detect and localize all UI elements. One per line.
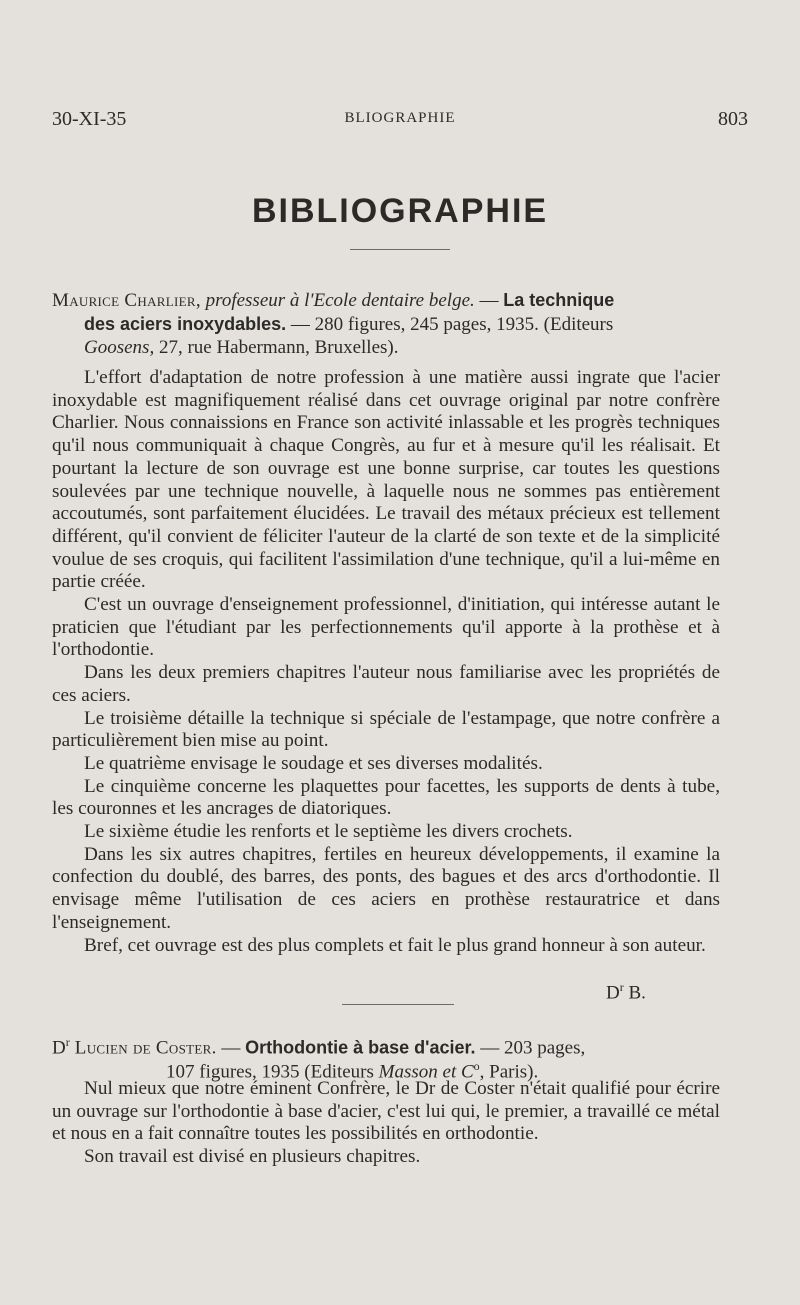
review1-heading-line2 <box>84 312 752 337</box>
review2-body <box>52 1078 720 1169</box>
review1-publisher: Goosens, <box>84 337 155 358</box>
review2-author-sup: r <box>65 1035 70 1049</box>
review1-paragraph: Le quatrième envisage le soudage et ses diverses modalités. <box>84 752 543 774</box>
review2-city: , Paris). <box>479 1061 539 1083</box>
review2-paragraph: Nul mieux que notre éminent Confrère, le Dr de Coster n'était qualifié pour écrire un ouvrage sur l'orthodontie à base d'acier, c'est lui qui, le premier, a travaillé ce métal et nous en a fait connaître toutes les possibilités en orthodontie. <box>52 1078 720 1145</box>
signature-prefix: D <box>606 982 620 1004</box>
review2-book-title: Orthodontie à base d'acier. <box>245 1037 476 1058</box>
review1-author-role: professeur à l'Ecole dentaire belge. <box>205 290 475 311</box>
review1-address: 27, rue Habermann, Bruxelles). <box>158 337 399 358</box>
review1-book-title-2: des aciers inoxydables. <box>84 314 287 334</box>
page-title: BIBLIOGRAPHIE <box>251 192 549 230</box>
review2-details: — 203 pages, <box>480 1037 586 1059</box>
review1-signature <box>606 980 646 1004</box>
review1-paragraph: Le sixième étudie les renforts et le septième les divers crochets. <box>84 821 573 843</box>
review2-publisher: Masson et C <box>378 1061 474 1083</box>
review1-paragraph: L'effort d'adaptation de notre profession à une matière aussi ingrate que l'acier inoxydable est magnifiquement réalisé dans cet ouvrage original par notre confrère Charlier. Nous connaissions en France son activité inlassable et les progrès techniques qu'il nous communiquait à chaque Congrès, au fur et à mesure qu'il les réalisait. Et pourtant la lecture de son ouvrage est une bonne surprise, car toutes les questions soulevées par une technique nouvelle, à laquelle nous ne sommes pas entièrement accoutumés, sont parfaitement élucidées. Le travail des métaux précieux est tellement différent, qu'il convient de féliciter l'auteur de la clarté de son texte et de la simplicité voulue de ses croquis, qui facilitent l'assimilation d'une technique, qu'il a lui-même en partie créée. <box>52 367 720 593</box>
review2-author: Lucien de Coster. <box>69 1037 217 1059</box>
review2-details2: 107 figures, 1935 (Editeurs <box>166 1061 374 1083</box>
review1-paragraph: Bref, cet ouvrage est des plus complets et fait le plus grand honneur à son auteur. <box>84 934 706 956</box>
review2-author-prefix: D <box>52 1037 66 1059</box>
signature-name: B. <box>623 982 646 1004</box>
review2-paragraph: Son travail est divisé en plusieurs chapitres. <box>84 1146 421 1168</box>
running-head <box>52 108 748 138</box>
review1-paragraph: Dans les deux premiers chapitres l'auteur nous familiarise avec les propriétés de ces aciers. <box>52 662 720 706</box>
review1-paragraph: Le troisième détaille la technique si spéciale de l'estampage, que notre confrère a particulièrement bien mise au point. <box>52 707 720 752</box>
review1-paragraph: Le cinquième concerne les plaquettes pour facettes, les supports de dents à tube, les couronnes et les ancrages de diatoriques. <box>52 775 720 820</box>
header-section: BLIOGRAPHIE <box>344 110 456 126</box>
review1-heading-line3 <box>84 336 752 360</box>
page-number: 803 <box>718 108 748 130</box>
review2-dash: — <box>221 1037 241 1059</box>
title-divider <box>350 249 450 250</box>
review1-author: Maurice Charlier, <box>52 290 201 311</box>
review1-paragraph: Dans les six autres chapitres, fertiles en heureux développements, il examine la confection du doublé, des barres, des ponts, des bagues et des arcs d'orthodontie. Il envisage même l'utilisation de ces aciers en prothèse restauratrice et dans l'enseignement. <box>52 843 720 933</box>
review1-paragraph: C'est un ouvrage d'enseignement professionnel, d'initiation, qui intéresse autant le praticien que l'étudiant par les perfectionnements qu'il apporte à la prothèse et à l'orthodontie. <box>52 594 720 661</box>
review1-book-title-1: La technique <box>503 290 615 310</box>
review2-publisher-sup: o <box>473 1059 480 1073</box>
review1-dash: — <box>479 290 499 311</box>
review-divider <box>342 1004 454 1005</box>
review1-details: — 280 figures, 245 pages, 1935. (Editeurs <box>290 314 614 335</box>
signature-sup: r <box>619 980 624 994</box>
review1-body <box>52 367 720 957</box>
header-date: 30-XI-35 <box>52 108 127 130</box>
review1-heading <box>52 288 752 313</box>
